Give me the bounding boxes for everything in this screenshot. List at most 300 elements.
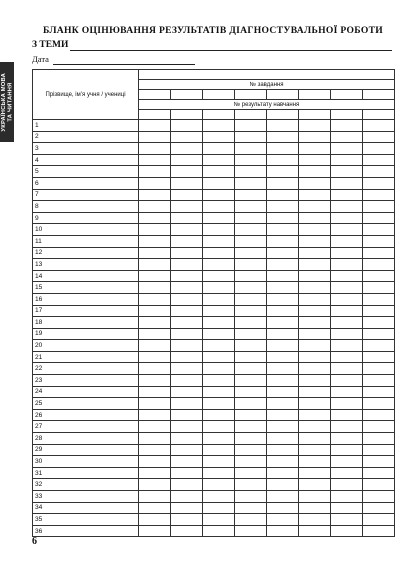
score-cell[interactable] bbox=[363, 433, 395, 445]
score-cell[interactable] bbox=[139, 317, 171, 329]
score-cell[interactable] bbox=[267, 525, 299, 537]
score-cell[interactable] bbox=[171, 177, 203, 189]
score-cell[interactable] bbox=[363, 305, 395, 317]
score-cell[interactable] bbox=[139, 514, 171, 526]
score-cell[interactable] bbox=[331, 201, 363, 213]
score-cell[interactable] bbox=[171, 502, 203, 514]
score-cell[interactable] bbox=[171, 131, 203, 143]
score-cell[interactable] bbox=[139, 386, 171, 398]
score-cell[interactable] bbox=[267, 502, 299, 514]
score-cell[interactable] bbox=[363, 120, 395, 132]
score-cell[interactable] bbox=[203, 398, 235, 410]
score-cell[interactable] bbox=[363, 340, 395, 352]
score-cell[interactable] bbox=[363, 328, 395, 340]
score-cell[interactable] bbox=[235, 491, 267, 503]
score-cell[interactable] bbox=[171, 212, 203, 224]
score-cell[interactable] bbox=[171, 247, 203, 259]
header-entry-cell[interactable] bbox=[331, 90, 363, 100]
score-cell[interactable] bbox=[171, 444, 203, 456]
score-cell[interactable] bbox=[267, 212, 299, 224]
score-cell[interactable] bbox=[267, 143, 299, 155]
score-cell[interactable] bbox=[267, 514, 299, 526]
score-cell[interactable] bbox=[299, 479, 331, 491]
score-cell[interactable] bbox=[363, 502, 395, 514]
score-cell[interactable] bbox=[235, 514, 267, 526]
score-cell[interactable] bbox=[363, 421, 395, 433]
score-cell[interactable] bbox=[235, 398, 267, 410]
score-cell[interactable] bbox=[363, 259, 395, 271]
score-cell[interactable] bbox=[203, 340, 235, 352]
score-cell[interactable] bbox=[331, 166, 363, 178]
score-cell[interactable] bbox=[299, 433, 331, 445]
score-cell[interactable] bbox=[363, 154, 395, 166]
score-cell[interactable] bbox=[331, 340, 363, 352]
score-cell[interactable] bbox=[203, 143, 235, 155]
score-cell[interactable] bbox=[171, 409, 203, 421]
score-cell[interactable] bbox=[139, 177, 171, 189]
score-cell[interactable] bbox=[267, 317, 299, 329]
score-cell[interactable] bbox=[299, 491, 331, 503]
score-cell[interactable] bbox=[235, 247, 267, 259]
score-cell[interactable] bbox=[139, 143, 171, 155]
score-cell[interactable] bbox=[331, 189, 363, 201]
score-cell[interactable] bbox=[235, 525, 267, 537]
score-cell[interactable] bbox=[235, 409, 267, 421]
score-cell[interactable] bbox=[203, 201, 235, 213]
score-cell[interactable] bbox=[171, 363, 203, 375]
score-cell[interactable] bbox=[203, 351, 235, 363]
score-cell[interactable] bbox=[203, 224, 235, 236]
score-cell[interactable] bbox=[139, 212, 171, 224]
score-cell[interactable] bbox=[235, 177, 267, 189]
score-cell[interactable] bbox=[299, 224, 331, 236]
score-cell[interactable] bbox=[267, 120, 299, 132]
score-cell[interactable] bbox=[299, 259, 331, 271]
score-cell[interactable] bbox=[267, 386, 299, 398]
score-cell[interactable] bbox=[331, 154, 363, 166]
score-cell[interactable] bbox=[363, 467, 395, 479]
score-cell[interactable] bbox=[235, 201, 267, 213]
score-cell[interactable] bbox=[139, 467, 171, 479]
score-cell[interactable] bbox=[363, 177, 395, 189]
score-cell[interactable] bbox=[139, 502, 171, 514]
score-cell[interactable] bbox=[203, 502, 235, 514]
score-cell[interactable] bbox=[171, 467, 203, 479]
score-cell[interactable] bbox=[203, 259, 235, 271]
score-cell[interactable] bbox=[299, 514, 331, 526]
score-cell[interactable] bbox=[139, 201, 171, 213]
score-cell[interactable] bbox=[299, 247, 331, 259]
score-cell[interactable] bbox=[299, 328, 331, 340]
score-cell[interactable] bbox=[171, 491, 203, 503]
score-cell[interactable] bbox=[299, 154, 331, 166]
score-cell[interactable] bbox=[267, 351, 299, 363]
score-cell[interactable] bbox=[235, 212, 267, 224]
score-cell[interactable] bbox=[139, 305, 171, 317]
score-cell[interactable] bbox=[235, 375, 267, 387]
score-cell[interactable] bbox=[139, 456, 171, 468]
score-cell[interactable] bbox=[363, 363, 395, 375]
score-cell[interactable] bbox=[331, 247, 363, 259]
score-cell[interactable] bbox=[139, 282, 171, 294]
score-cell[interactable] bbox=[363, 444, 395, 456]
header-entry-cell[interactable] bbox=[203, 110, 235, 120]
score-cell[interactable] bbox=[299, 363, 331, 375]
score-cell[interactable] bbox=[363, 525, 395, 537]
score-cell[interactable] bbox=[267, 201, 299, 213]
score-cell[interactable] bbox=[203, 177, 235, 189]
score-cell[interactable] bbox=[331, 143, 363, 155]
score-cell[interactable] bbox=[203, 235, 235, 247]
score-cell[interactable] bbox=[203, 491, 235, 503]
score-cell[interactable] bbox=[235, 305, 267, 317]
score-cell[interactable] bbox=[203, 317, 235, 329]
score-cell[interactable] bbox=[331, 409, 363, 421]
score-cell[interactable] bbox=[235, 467, 267, 479]
score-cell[interactable] bbox=[331, 525, 363, 537]
score-cell[interactable] bbox=[139, 120, 171, 132]
score-cell[interactable] bbox=[299, 444, 331, 456]
score-cell[interactable] bbox=[363, 398, 395, 410]
score-cell[interactable] bbox=[331, 502, 363, 514]
score-cell[interactable] bbox=[331, 224, 363, 236]
score-cell[interactable] bbox=[331, 444, 363, 456]
score-cell[interactable] bbox=[299, 421, 331, 433]
score-cell[interactable] bbox=[331, 467, 363, 479]
score-cell[interactable] bbox=[203, 444, 235, 456]
score-cell[interactable] bbox=[299, 120, 331, 132]
date-fill-line[interactable] bbox=[53, 64, 195, 65]
score-cell[interactable] bbox=[203, 409, 235, 421]
score-cell[interactable] bbox=[203, 467, 235, 479]
score-cell[interactable] bbox=[171, 305, 203, 317]
score-cell[interactable] bbox=[203, 293, 235, 305]
score-cell[interactable] bbox=[139, 409, 171, 421]
score-cell[interactable] bbox=[363, 224, 395, 236]
score-cell[interactable] bbox=[299, 270, 331, 282]
score-cell[interactable] bbox=[235, 317, 267, 329]
score-cell[interactable] bbox=[171, 166, 203, 178]
score-cell[interactable] bbox=[299, 177, 331, 189]
score-cell[interactable] bbox=[235, 351, 267, 363]
score-cell[interactable] bbox=[267, 259, 299, 271]
score-cell[interactable] bbox=[267, 375, 299, 387]
score-cell[interactable] bbox=[299, 456, 331, 468]
score-cell[interactable] bbox=[203, 479, 235, 491]
score-cell[interactable] bbox=[267, 363, 299, 375]
score-cell[interactable] bbox=[139, 235, 171, 247]
score-cell[interactable] bbox=[331, 386, 363, 398]
score-cell[interactable] bbox=[331, 491, 363, 503]
score-cell[interactable] bbox=[235, 340, 267, 352]
score-cell[interactable] bbox=[331, 398, 363, 410]
score-cell[interactable] bbox=[267, 421, 299, 433]
score-cell[interactable] bbox=[299, 305, 331, 317]
score-cell[interactable] bbox=[171, 351, 203, 363]
score-cell[interactable] bbox=[171, 189, 203, 201]
score-cell[interactable] bbox=[235, 235, 267, 247]
score-cell[interactable] bbox=[331, 212, 363, 224]
score-cell[interactable] bbox=[139, 375, 171, 387]
score-cell[interactable] bbox=[331, 120, 363, 132]
header-entry-cell[interactable] bbox=[139, 110, 171, 120]
score-cell[interactable] bbox=[363, 189, 395, 201]
score-cell[interactable] bbox=[171, 224, 203, 236]
score-cell[interactable] bbox=[171, 317, 203, 329]
score-cell[interactable] bbox=[331, 375, 363, 387]
score-cell[interactable] bbox=[139, 166, 171, 178]
header-entry-cell[interactable] bbox=[235, 90, 267, 100]
score-cell[interactable] bbox=[331, 317, 363, 329]
score-cell[interactable] bbox=[171, 386, 203, 398]
score-cell[interactable] bbox=[363, 282, 395, 294]
score-cell[interactable] bbox=[203, 328, 235, 340]
score-cell[interactable] bbox=[139, 433, 171, 445]
score-cell[interactable] bbox=[331, 351, 363, 363]
score-cell[interactable] bbox=[299, 201, 331, 213]
score-cell[interactable] bbox=[171, 328, 203, 340]
score-cell[interactable] bbox=[171, 259, 203, 271]
score-cell[interactable] bbox=[299, 189, 331, 201]
score-cell[interactable] bbox=[203, 433, 235, 445]
score-cell[interactable] bbox=[139, 154, 171, 166]
score-cell[interactable] bbox=[171, 479, 203, 491]
score-cell[interactable] bbox=[267, 131, 299, 143]
header-entry-cell[interactable] bbox=[331, 110, 363, 120]
score-cell[interactable] bbox=[363, 212, 395, 224]
score-cell[interactable] bbox=[235, 444, 267, 456]
score-cell[interactable] bbox=[139, 351, 171, 363]
score-cell[interactable] bbox=[363, 351, 395, 363]
score-cell[interactable] bbox=[203, 386, 235, 398]
score-cell[interactable] bbox=[235, 328, 267, 340]
score-cell[interactable] bbox=[171, 525, 203, 537]
score-cell[interactable] bbox=[331, 177, 363, 189]
score-cell[interactable] bbox=[299, 166, 331, 178]
score-cell[interactable] bbox=[139, 444, 171, 456]
score-cell[interactable] bbox=[299, 398, 331, 410]
score-cell[interactable] bbox=[267, 282, 299, 294]
score-cell[interactable] bbox=[235, 120, 267, 132]
score-cell[interactable] bbox=[203, 363, 235, 375]
score-cell[interactable] bbox=[203, 131, 235, 143]
score-cell[interactable] bbox=[299, 340, 331, 352]
header-entry-cell[interactable] bbox=[171, 110, 203, 120]
score-cell[interactable] bbox=[299, 375, 331, 387]
header-entry-cell[interactable] bbox=[299, 90, 331, 100]
score-cell[interactable] bbox=[267, 305, 299, 317]
score-cell[interactable] bbox=[139, 421, 171, 433]
score-cell[interactable] bbox=[235, 143, 267, 155]
score-cell[interactable] bbox=[331, 259, 363, 271]
score-cell[interactable] bbox=[235, 224, 267, 236]
topic-fill-line[interactable] bbox=[70, 50, 392, 51]
score-cell[interactable] bbox=[203, 456, 235, 468]
score-cell[interactable] bbox=[363, 235, 395, 247]
score-cell[interactable] bbox=[235, 479, 267, 491]
score-cell[interactable] bbox=[235, 131, 267, 143]
score-cell[interactable] bbox=[171, 282, 203, 294]
score-cell[interactable] bbox=[331, 328, 363, 340]
header-entry-cell[interactable] bbox=[267, 110, 299, 120]
header-entry-cell[interactable] bbox=[139, 90, 171, 100]
score-cell[interactable] bbox=[299, 282, 331, 294]
score-cell[interactable] bbox=[139, 270, 171, 282]
score-cell[interactable] bbox=[139, 189, 171, 201]
score-cell[interactable] bbox=[363, 143, 395, 155]
score-cell[interactable] bbox=[235, 502, 267, 514]
score-cell[interactable] bbox=[299, 409, 331, 421]
score-cell[interactable] bbox=[267, 189, 299, 201]
score-cell[interactable] bbox=[171, 120, 203, 132]
score-cell[interactable] bbox=[235, 154, 267, 166]
score-cell[interactable] bbox=[331, 514, 363, 526]
score-cell[interactable] bbox=[363, 247, 395, 259]
score-cell[interactable] bbox=[267, 224, 299, 236]
score-cell[interactable] bbox=[363, 479, 395, 491]
score-cell[interactable] bbox=[331, 270, 363, 282]
score-cell[interactable] bbox=[171, 143, 203, 155]
score-cell[interactable] bbox=[171, 293, 203, 305]
score-cell[interactable] bbox=[331, 479, 363, 491]
score-cell[interactable] bbox=[139, 224, 171, 236]
score-cell[interactable] bbox=[203, 525, 235, 537]
score-cell[interactable] bbox=[299, 502, 331, 514]
score-cell[interactable] bbox=[139, 363, 171, 375]
score-cell[interactable] bbox=[267, 467, 299, 479]
score-cell[interactable] bbox=[171, 421, 203, 433]
score-cell[interactable] bbox=[267, 166, 299, 178]
score-cell[interactable] bbox=[267, 444, 299, 456]
score-cell[interactable] bbox=[267, 293, 299, 305]
score-cell[interactable] bbox=[299, 131, 331, 143]
header-entry-cell[interactable] bbox=[235, 110, 267, 120]
score-cell[interactable] bbox=[139, 340, 171, 352]
score-cell[interactable] bbox=[171, 514, 203, 526]
score-cell[interactable] bbox=[203, 120, 235, 132]
score-cell[interactable] bbox=[331, 293, 363, 305]
score-cell[interactable] bbox=[203, 212, 235, 224]
score-cell[interactable] bbox=[267, 398, 299, 410]
score-cell[interactable] bbox=[299, 293, 331, 305]
score-cell[interactable] bbox=[139, 398, 171, 410]
score-cell[interactable] bbox=[363, 514, 395, 526]
score-cell[interactable] bbox=[363, 166, 395, 178]
score-cell[interactable] bbox=[267, 456, 299, 468]
score-cell[interactable] bbox=[139, 479, 171, 491]
score-cell[interactable] bbox=[203, 282, 235, 294]
score-cell[interactable] bbox=[171, 398, 203, 410]
score-cell[interactable] bbox=[363, 317, 395, 329]
score-cell[interactable] bbox=[235, 189, 267, 201]
score-cell[interactable] bbox=[363, 386, 395, 398]
score-cell[interactable] bbox=[139, 259, 171, 271]
score-cell[interactable] bbox=[363, 491, 395, 503]
score-cell[interactable] bbox=[363, 409, 395, 421]
score-cell[interactable] bbox=[171, 340, 203, 352]
score-cell[interactable] bbox=[171, 375, 203, 387]
score-cell[interactable] bbox=[331, 433, 363, 445]
score-cell[interactable] bbox=[299, 143, 331, 155]
header-entry-cell[interactable] bbox=[363, 110, 395, 120]
score-cell[interactable] bbox=[203, 514, 235, 526]
score-cell[interactable] bbox=[267, 328, 299, 340]
score-cell[interactable] bbox=[331, 456, 363, 468]
score-cell[interactable] bbox=[267, 340, 299, 352]
score-cell[interactable] bbox=[139, 491, 171, 503]
score-cell[interactable] bbox=[203, 305, 235, 317]
score-cell[interactable] bbox=[299, 212, 331, 224]
header-entry-cell[interactable] bbox=[267, 90, 299, 100]
score-cell[interactable] bbox=[139, 247, 171, 259]
score-cell[interactable] bbox=[139, 131, 171, 143]
score-cell[interactable] bbox=[235, 282, 267, 294]
score-cell[interactable] bbox=[299, 317, 331, 329]
score-cell[interactable] bbox=[171, 270, 203, 282]
score-cell[interactable] bbox=[203, 421, 235, 433]
score-cell[interactable] bbox=[235, 293, 267, 305]
score-cell[interactable] bbox=[139, 293, 171, 305]
score-cell[interactable] bbox=[363, 270, 395, 282]
score-cell[interactable] bbox=[203, 154, 235, 166]
header-entry-cell[interactable] bbox=[203, 90, 235, 100]
score-cell[interactable] bbox=[267, 433, 299, 445]
score-cell[interactable] bbox=[171, 456, 203, 468]
header-entry-cell[interactable] bbox=[363, 90, 395, 100]
score-cell[interactable] bbox=[235, 270, 267, 282]
score-cell[interactable] bbox=[203, 189, 235, 201]
header-entry-cell[interactable] bbox=[171, 90, 203, 100]
score-cell[interactable] bbox=[235, 386, 267, 398]
score-cell[interactable] bbox=[267, 479, 299, 491]
score-cell[interactable] bbox=[267, 247, 299, 259]
score-cell[interactable] bbox=[267, 270, 299, 282]
score-cell[interactable] bbox=[171, 154, 203, 166]
score-cell[interactable] bbox=[203, 166, 235, 178]
score-cell[interactable] bbox=[331, 421, 363, 433]
score-cell[interactable] bbox=[235, 166, 267, 178]
score-cell[interactable] bbox=[139, 525, 171, 537]
score-cell[interactable] bbox=[235, 259, 267, 271]
score-cell[interactable] bbox=[363, 201, 395, 213]
score-cell[interactable] bbox=[331, 363, 363, 375]
score-cell[interactable] bbox=[363, 131, 395, 143]
score-cell[interactable] bbox=[235, 433, 267, 445]
score-cell[interactable] bbox=[267, 177, 299, 189]
score-cell[interactable] bbox=[171, 235, 203, 247]
score-cell[interactable] bbox=[299, 351, 331, 363]
score-cell[interactable] bbox=[235, 421, 267, 433]
score-cell[interactable] bbox=[363, 293, 395, 305]
score-cell[interactable] bbox=[267, 491, 299, 503]
score-cell[interactable] bbox=[139, 328, 171, 340]
score-cell[interactable] bbox=[331, 131, 363, 143]
score-cell[interactable] bbox=[171, 201, 203, 213]
score-cell[interactable] bbox=[331, 235, 363, 247]
score-cell[interactable] bbox=[331, 305, 363, 317]
score-cell[interactable] bbox=[299, 386, 331, 398]
score-cell[interactable] bbox=[299, 525, 331, 537]
score-cell[interactable] bbox=[171, 433, 203, 445]
score-cell[interactable] bbox=[299, 467, 331, 479]
score-cell[interactable] bbox=[203, 375, 235, 387]
score-cell[interactable] bbox=[267, 409, 299, 421]
score-cell[interactable] bbox=[267, 154, 299, 166]
score-cell[interactable] bbox=[235, 363, 267, 375]
score-cell[interactable] bbox=[363, 456, 395, 468]
score-cell[interactable] bbox=[235, 456, 267, 468]
score-cell[interactable] bbox=[299, 235, 331, 247]
